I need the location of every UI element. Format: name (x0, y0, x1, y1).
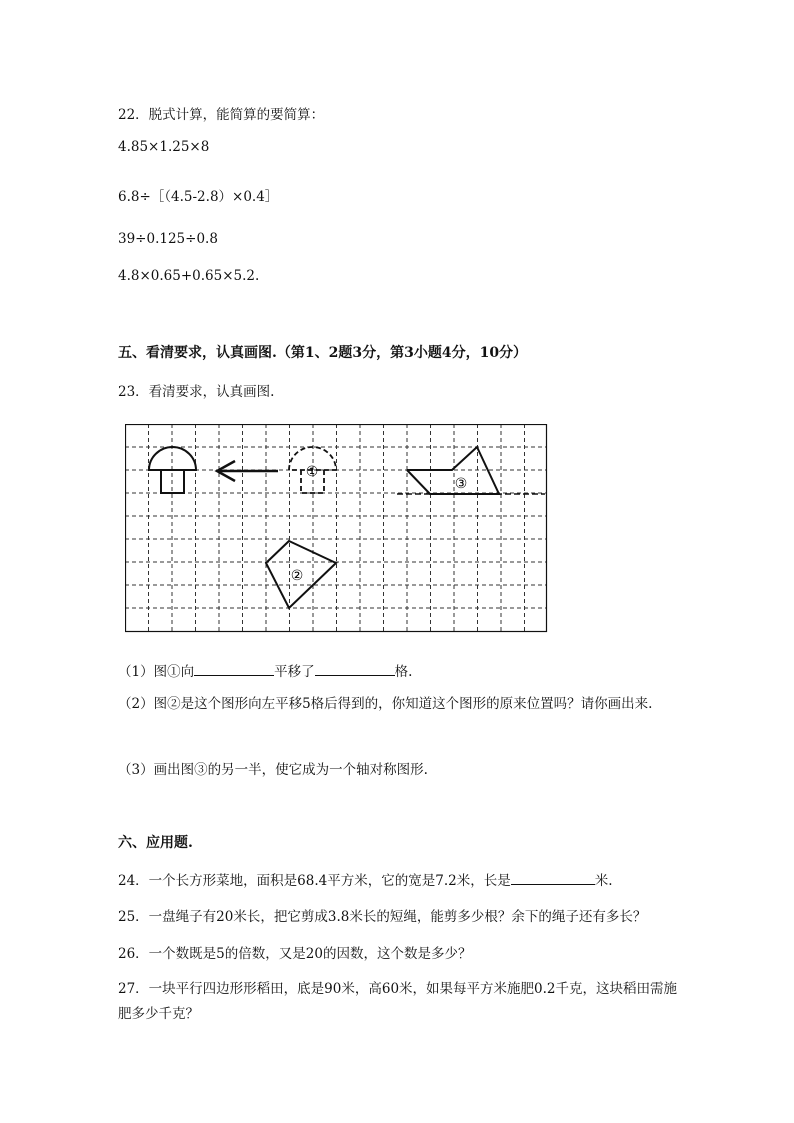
figure-1-label: ① (305, 464, 319, 480)
q22-expr-2: 6.8÷［（4.5-2.8）×0.4］ (118, 189, 279, 205)
q24-text-b: 米. (594, 873, 613, 889)
q27: 27．一块平行四边形形稻田，底是90米，高60米，如果每平方米施肥0.2千克，这块稻田需施肥多少千克？ (118, 981, 678, 1022)
section5-heading: 五、看清要求，认真画图.（第1、2题3分，第3小题4分，10分） (118, 345, 528, 361)
figure-3-label: ③ (454, 476, 468, 492)
section6-heading: 六、应用题. (118, 835, 193, 851)
q23-prompt: 23．看清要求，认真画图. (118, 384, 275, 400)
q26: 26．一个数既是5的倍数，又是20的因数，这个数是多少？ (118, 946, 472, 962)
q23-sub1-blank-count[interactable] (315, 661, 395, 676)
q24-blank-length[interactable] (511, 870, 595, 885)
q23-sub3: （3）画出图③的另一半，使它成为一个轴对称图形. (118, 762, 428, 778)
q23-sub1 (118, 660, 412, 680)
q22-expr-4: 4.8×0.65+0.65×5.2. (118, 268, 260, 284)
q24-text-a: 24．一个长方形菜地，面积是68.4平方米，它的宽是7.2米，长是 (118, 873, 511, 889)
q24 (118, 869, 613, 889)
q23-sub1-blank-direction[interactable] (194, 661, 274, 676)
grid-lines (125, 424, 547, 632)
q23-sub2: （2）图②是这个图形向左平移5格后得到的，你知道这个图形的原来位置吗？请你画出来. (118, 696, 653, 712)
figure-2-label: ② (290, 568, 304, 584)
q22-expr-3: 39÷0.125÷0.8 (118, 231, 218, 247)
q23-sub1-text-c: 格. (394, 664, 413, 680)
left-arrow-icon (217, 461, 278, 481)
q22-prompt: 22．脱式计算，能简算的要简算： (118, 107, 325, 123)
q22-expr-1: 4.85×1.25×8 (118, 139, 210, 155)
q25: 25．一盘绳子有20米长，把它剪成3.8米长的短绳，能剪多少根？余下的绳子还有多长？ (118, 909, 647, 925)
q23-sub1-text-b: 平移了 (274, 664, 315, 680)
q23-sub1-text-a: （1）图①向 (118, 664, 195, 680)
drawing-grid (125, 424, 549, 634)
